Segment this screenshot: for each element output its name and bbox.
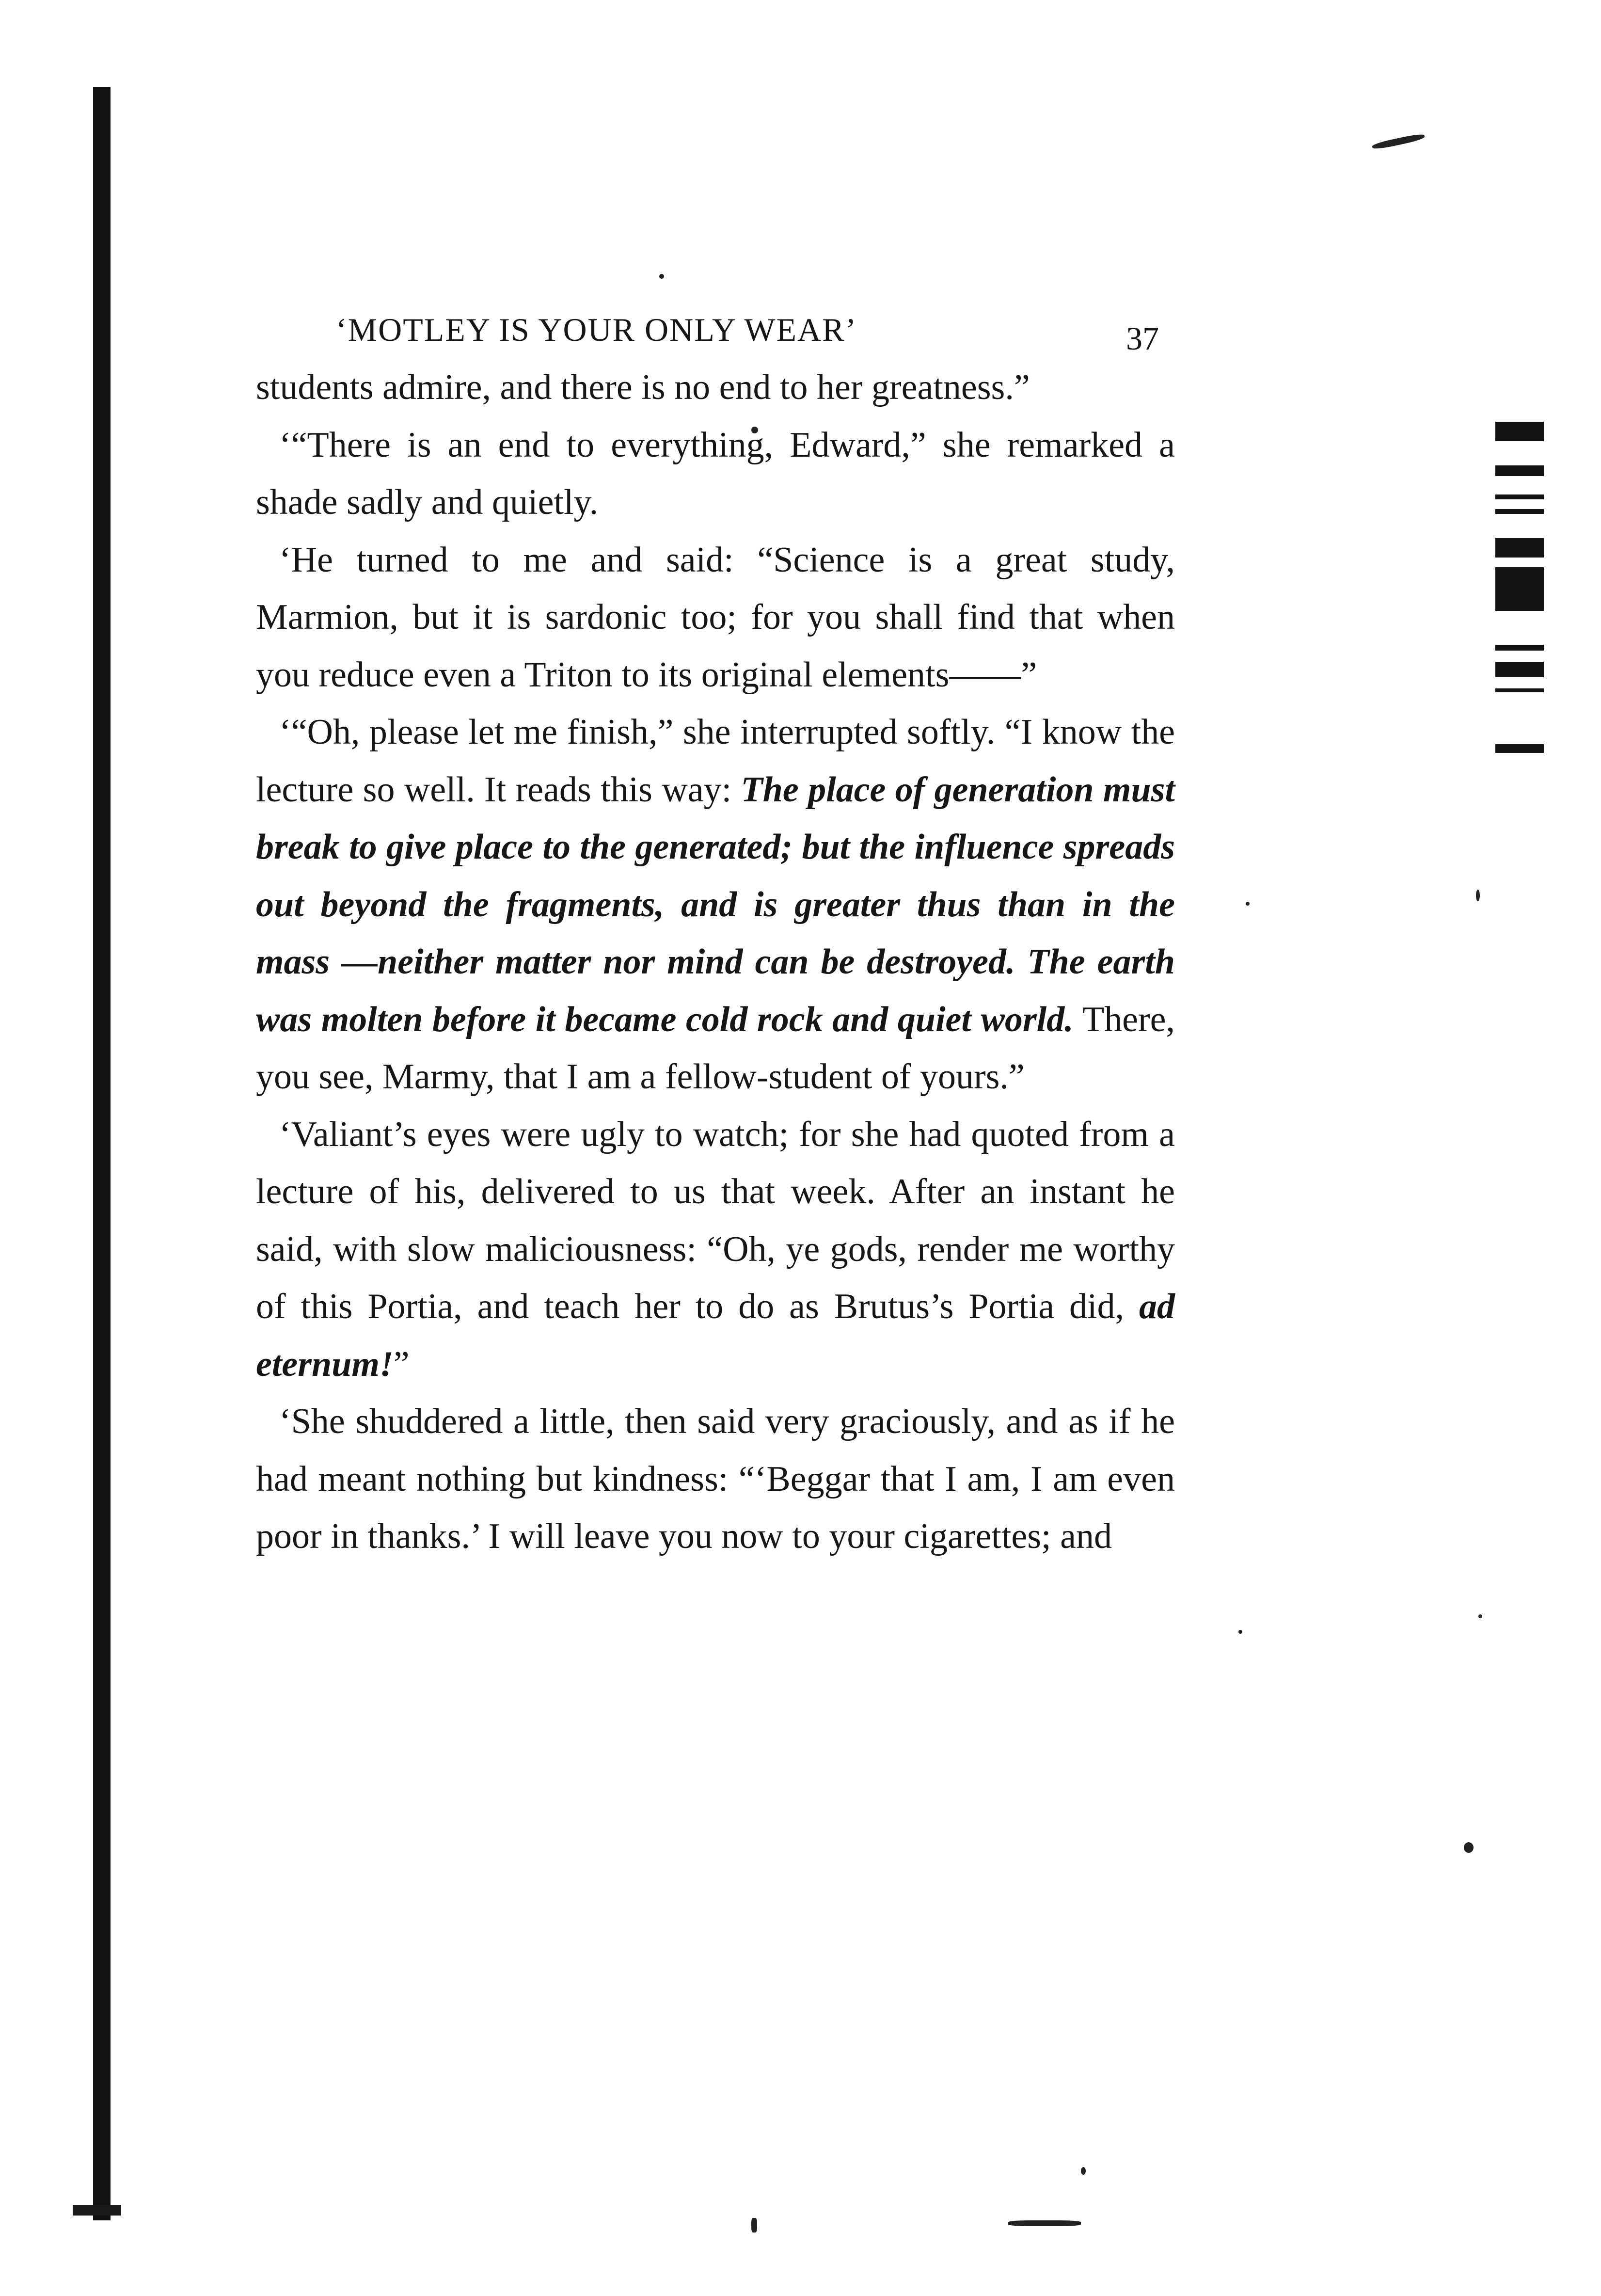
- paragraph-text: ‘“Oh, please let me finish,” she interrupted softly. “I know the lecture so well. It reads this way:: [256, 712, 1175, 810]
- paragraph-text: students admire, and there is no end to her greatness.”: [256, 367, 1030, 407]
- margin-ink-mark: [1495, 744, 1544, 753]
- paragraph: [256, 531, 1175, 704]
- margin-ink-mark: [1495, 538, 1544, 558]
- paragraph-text: ”: [393, 1344, 410, 1384]
- paragraph-text: ‘Valiant’s eyes were ugly to watch; for she had quoted from a lecture of his, delivered to us that week. After an instant he said, with slow maliciousness: “Oh, ye gods, render me worthy of this Portia, and teach her to do as Brutus’s Portia did,: [256, 1114, 1175, 1326]
- italic-quotation: The place of generation must break to give place to the generated; but the influence spreads out beyond the fragments, and is greater thus than in the mass —neither matter nor mind can be destroyed. The earth was molten before it became cold rock and quiet world.: [256, 769, 1175, 1039]
- paragraph-text: ‘She shuddered a little, then said very graciously, and as if he had meant nothing but kindness: “‘Beggar that I am, I am even poor in thanks.’ I will leave you now to your cigarettes; and: [256, 1402, 1175, 1556]
- margin-ink-mark: [1495, 645, 1544, 651]
- margin-ink-mark: [1495, 509, 1544, 514]
- page-text-block: [256, 310, 1175, 1565]
- margin-ink-mark: [1495, 465, 1544, 476]
- margin-ink-mark: [1495, 422, 1544, 441]
- italic-quotation: ad eternum!: [256, 1287, 1175, 1384]
- paragraph: [256, 703, 1175, 1106]
- paragraph: [256, 1393, 1175, 1565]
- margin-ink-mark: [1495, 567, 1544, 611]
- paragraph-text: ‘He turned to me and said: “Science is a great study, Marmion, but it is sardonic too; for you shall find that when you reduce even a Triton to its original elements——”: [256, 540, 1175, 695]
- paragraph-text: ‘“There is an end to everything, Edward,” she remarked a shade sadly and quietly.: [256, 425, 1175, 522]
- paragraph: [256, 1106, 1175, 1393]
- paragraph: [256, 359, 1175, 416]
- body-text: [256, 359, 1175, 1565]
- paragraph: [256, 416, 1175, 531]
- margin-ink-mark: [1495, 662, 1544, 677]
- margin-ink-mark: [1495, 688, 1544, 692]
- page-number: 37: [1126, 320, 1159, 357]
- running-title: ‘MOTLEY IS YOUR ONLY WEAR’: [336, 311, 857, 348]
- margin-ink-mark: [1495, 494, 1544, 499]
- book-binding-edge: [93, 87, 111, 2220]
- running-header: [256, 310, 1175, 359]
- paragraph-text: There, you see, Marmy, that I am a fellow-student of yours.”: [256, 999, 1175, 1097]
- book-binding-foot: [73, 2205, 121, 2216]
